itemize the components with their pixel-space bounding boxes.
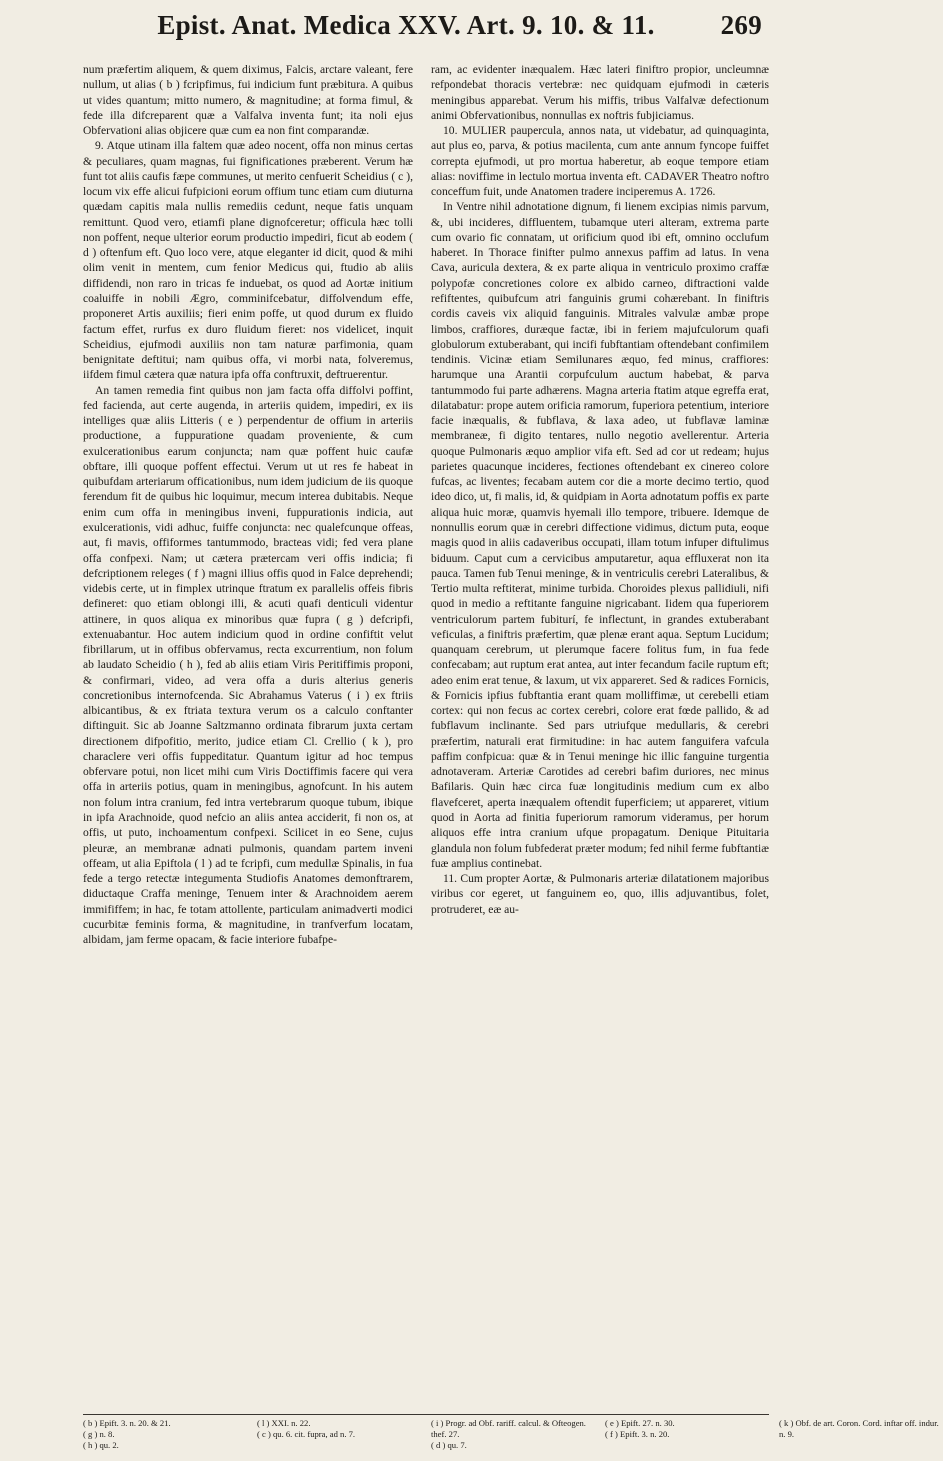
left-text-column: [83, 62, 413, 1414]
footnote: ( i ) Progr. ad Obf. rariff. calcul. & Ofteogen. thef. 27.: [431, 1418, 586, 1440]
footnote: ( b ) Epift. 3. n. 20. & 21.: [83, 1418, 171, 1428]
paragraph: 11. Cum propter Aortæ, & Pulmonaris arteriæ dilatationem majoribus viribus cor egeret, ut fanguinem eo, quo, illis adjuvantibus, folet, protruderet, eæ au-: [431, 872, 769, 916]
footnote: ( e ) Epift. 27. n. 30.: [605, 1418, 675, 1428]
paragraph: ram, ac evidenter inæqualem. Hæc lateri finiftro propior, uncleumnæ refpondebat thoracis vertebræ: nec quidquam ejufmodi in cæteris meningibus apparebat. Verum his miffis, tribus Valfalvæ defectionum animi Obfervationibus, nonnullas ex noftris fubjiciamus.: [431, 63, 769, 122]
footnote: ( l ) XXI. n. 22.: [257, 1418, 311, 1428]
footnote: ( g ) n. 8.: [83, 1429, 115, 1440]
paragraph: 10. MULIER paupercula, annos nata, ut videbatur, ad quinquaginta, aut plus eo, parva, & potius macilenta, cum ante annum fyncope fuiffet correpta ejufmodi, ut pro mortua haberetur, ab eoque tempore etiam alias: noviffime in lectulo mortua inventa eft. CADAVER Theatro noftro conceffum fuit, unde Anatomen tradere inciperemus A. 1726.: [431, 124, 769, 199]
footnotes: [83, 1418, 939, 1452]
running-title: Epist. Anat. Medica XXV. Art. 9. 10. & 11.: [157, 10, 655, 40]
footnote: ( f ) Epift. 3. n. 20.: [605, 1429, 670, 1440]
footnote: ( k ) Obf. de art. Coron. Cord. inftar off. indur. n. 9.: [779, 1418, 939, 1440]
paragraph: num præfertim aliquem, & quem diximus, Falcis, arctare valeant, fere nullum, ut alias ( b ) fcripfimus, fui indicium funt præbitura. A quibus ut vides quantum; mitto numero, & magnitudine; at forma fimul, & fede illa difcreparent quæ a Valfalva inventa funt; ita noli ejus Obfervationi alias objicere quæ cum ea non fint comparandæ.: [83, 63, 413, 138]
paragraph: An tamen remedia fint quibus non jam facta offa diffolvi poffint, fed facienda, aut certe augenda, in arteriis quidem, impediri, ex iis intelliges quæ aliis Litteris ( e ) perpendentur de offium in arteriis productione, a fuppuratione quadam proveniente, & cum exulcerationibus earum conjuncta; nam quæ poffent huic caufæ obftare, illi quoque poffent effectui. Verum ut ut res fe habeat in quibufdam arteriarum officationibus, num idem judicium de iis quoque ferendum fit de quibus hic loquimur, mecum interea dubitabis. Neque enim cum offa in meningibus inveni, fuppurationis indicia, aut exulcerationis, vidi adhuc, fuiffe conjuncta: nec qualefcunque offeas, aut, fi mavis, offiformes tantummodo, bracteas vidi; fed vera plane offa confpexi. Nam; ut cætera prætercam veri offis indicia; fi defcriptionem releges ( f ) magni illius offis quod in Falce deprehendi; videbis certe, ut in fimplex utrinque ftratum ex parallelis offeis fibris defineret: quo etiam oblongi illi, & acuti quafi denticuli videntur attinere, in quos aliqua ex minoribus quæ fupra ( g ) defcripfi, extenuabantur. Hoc autem indicium quod in ordine confiftit velut fibrillarum, ut in offibus obfervamus, recta excurrentium, non folum ab laudato Scheidio ( h ), fed ab aliis etiam Viris Peritiffimis proponi, & confirmari, video, ad vera offa a duris alterius generis concretionibus internofcenda. Sic Abrahamus Vaterus ( i ) ex ftriis albicantibus, & ex ftriata textura verum os a calculo conftanter diftinguit. Sic ab Joanne Saltzmanno ordinata fibrarum juxta certam directionem difpofitio, merito, judice etiam Cl. Crellio ( k ), pro characlere veri offis fuppeditatur. Quantum igitur ad hoc tempus obfervare potui, non licet mihi cum Viris Doctiffimis facere qui vera offa in arteriis potius, quam in meningibus, agnofcunt. In his autem non folum intra cranium, fed intra vertebrarum quoque tubum, ibique in ipfa Arachnoide, quod nefcio an aliis antea acciderit, fi non os, at offis, ut puto, inchoamentum confpexi. Scilicet in eo Sene, cujus pleuræ, an membranæ adnati pulmonis, quandam partem inveni offeam, ut alia Epiftola ( l ) ad te fcripfi, cum medullæ Spinalis, in fua fede a tergo retectæ integumenta Studiofis Anatomes demonftrarem, diductaque Craffa meninge, Tenuem inter & Arachnoidem aerem immififfem; in hac, fe totam attollente, particulam animadverti modici cucurbitæ feminis forma, & magnitudine, in tranfverfum locatam, albidam, jam ferme opacam, & facie interiore fubafpe-: [83, 383, 413, 947]
footnote: ( h ) qu. 2.: [83, 1440, 119, 1451]
running-head: [50, 10, 762, 54]
page-number: 269: [720, 10, 762, 40]
right-text-column: [431, 62, 769, 1414]
paragraph: In Ventre nihil adnotatione dignum, fi lienem excipias nimis parvum, &, ubi incideres, diffluentem, tubamque uteri alteram, extrema parte cum ovario fic connatam, ut orificium quod ibi eft, omnino occlufum haberet. In Thorace finifter pulmo annexus paffim ad latus. In vena Cava, auricula dextera, & ex parte aliqua in ventriculo proximo craffæ polypofæ concretiones colore ex albido carneo, diftractioni valde refiftentes, quibufcum atri fanguinis grumi cohærebant. In finiftris cordis caveis vix aliquid fanguinis. Mitrales valvulæ ambæ prope limbos, craffiores, duræque factæ, ibi in feriem majufculorum quafi globulorum extuberabant, qui incifi fubftantiam oftendebant confimilem tendinis. Vicinæ etiam Semilunares æquo, fed minus, craffiores: harumque una Arantii corpufculum auctum habebat, & parva tantummodo fui parte adhærens. Magna arteria ftatim atque egreffa erat, dilatabatur: prope autem orificia ramorum, fuperiora petentium, interiore facie inæqualis, & fubflava, & laxa adeo, ut fubflavæ laminæ membraneæ, fi digito tentares, nullo negotio avellerentur. Arteria quoque Pulmonaris æquo amplior vifa eft. Sed ad cor ut redeam; hujus parietes quacunque incideres, fectiones oftendebant ex cinereo colore fufcas, ac liventes; fecabam autem cor die a morte decimo tertio, quod ideo dico, ut, fi malis, id, & quidpiam in Aorta adnotatum poffis ex parte aliqua huic moræ, quamvis hyemali illo tempore, tribuere. Idemque de nonnullis eorum quæ in cerebri diffectione vidimus, dictum puta, eoque magis quod in aliis cadaveribus occupati, illam totum infuper diftulimus biduum. Caput cum a cervicibus amputaretur, aqua effluxerat non ita pauca. Tamen fub Tenui meninge, & in ventriculis cerebri Lateralibus, & Tertio multa reftiterat, minime turbida. Choroides plexus pallidiuli, nifi quod in medio a reftitante fanguine nigricabant. Iidem qua fuperiorem ventriculorum partem fubiturí, fe inflectunt, in grandes extuberabant veficulas, a finiftris præfertim, quæ plenæ erant aqua. Septum Lucidum; quanquam cerebrum, ut plerumque facere folitus fum, in fua fede confecabam; aut ruptum erat antea, aut inter fecandum facile ruptum eft; adeo enim erat tenue, & laxum, ut vix appareret. Sed & radices Fornicis, & Fornicis ipfius fubftantia erant quam molliffimæ, ut cerebelli etiam cortex: qui non fecus ac cortex cerebri, colore erat fœde pallido, & ad fubflavum inclinante. Sed pars utriufque medullaris, & cerebri præfertim, naturali erat firmitudine: in hac autem fanguifera vafcula paffim confpicua: quæ & in Tenui meninge hic illic fanguine turgentia adnotaveram. Arteriæ Carotides ad cerebri bafim duriores, nec minus Bafilaris. Quin hæc circa fuæ longitudinis medium cum ex albo flavefceret, aperta inæqualem oftendit fuperficiem; ut appareret, vitium quod in Aorta ad finitia fuperiorum ramorum videramus, per horum aliquos effe intra cranium ufque propagatum. Denique Pituitaria glandula non folum fubfederat præter modum; fed nihil ferme fubftantiæ fuæ amplius continebat.: [431, 200, 769, 870]
footnote-divider: [83, 1414, 769, 1415]
footnote: ( d ) qu. 7.: [431, 1440, 467, 1451]
paragraph: 9. Atque utinam illa faltem quæ adeo nocent, offa non minus certas & peculiares, quam magnas, fui fignificationes præberent. Verum hæ funt tot aliis caufis fæpe communes, ut merito cenfuerit Scheidius ( c ), locum vix effe alicui fufpicioni eorum offium tunc etiam cum diuturna quædam capitis mala nullis remediis cedunt, neque fatis unquam remittunt. Quod vero, etiamfi plane dignofceretur; officula hæc tolli non poffent, neque ulterior eorum productio impediri, ficut ab eodem ( d ) oftenfum eft. Quo loco vere, atque eleganter id dicit, quod & mihi olim venit in mentem, cum fenior Medicus qui, ftudio ab aliis diffidendi, non raro in tricas fe induebat, os quod ad Aortæ initium coaluiffe in nobili Ægro, comminifcebatur, diffolvendum effe, proponeret Artis auxiliis; fieri enim poffe, ut quod durum ex fluido factum effet, rurfus ex duro fluidum fieret: nos videlicet, inquit Scheidius, ejufmodi auxiliis non tam naturæ parfimonia, quam benignitate deftitui; nam quibus offa, vi morbi nata, folveremus, iifdem fimul cætera quæ natura ipfa offa conftruxit, deftruerentur.: [83, 139, 413, 382]
footnote: ( c ) qu. 6. cit. fupra, ad n. 7.: [257, 1429, 356, 1440]
